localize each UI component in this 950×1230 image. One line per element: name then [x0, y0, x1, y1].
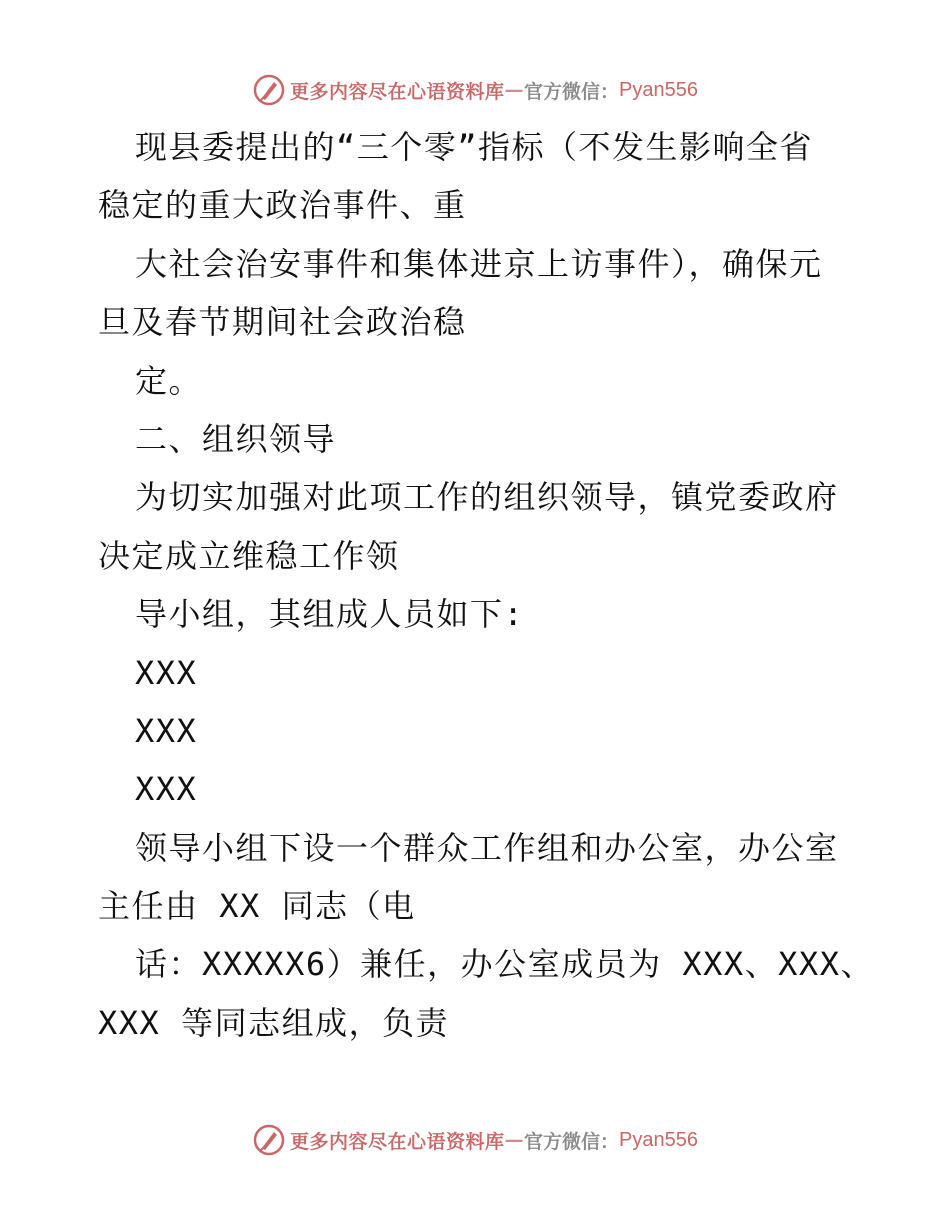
watermark-dash: — — [504, 79, 525, 101]
text-line: 主任由 XX 同志（电 — [98, 887, 416, 926]
text-line: XXX — [135, 653, 198, 692]
text-line: 导小组，其组成人员如下: — [135, 595, 525, 634]
text-line: 为切实加强对此项工作的组织领导，镇党委政府 — [135, 478, 839, 517]
text-line: 现县委提出的“三个零”指标（不发生影响全省 — [135, 128, 814, 166]
watermark-text: 更多内容尽在心语资料库 — [290, 1130, 505, 1153]
text-line: 定。 — [135, 361, 203, 400]
text-line: 二、组织领导 — [135, 419, 337, 458]
document-body — [98, 118, 874, 1052]
text-line: 决定成立维稳工作领 — [98, 536, 400, 575]
watermark-label: 官方微信： — [524, 80, 620, 103]
quill-pen-icon — [252, 73, 286, 107]
watermark-id: Pyan556 — [619, 78, 698, 101]
watermark-text: 更多内容尽在心语资料库 — [290, 80, 505, 103]
header-watermark — [0, 70, 950, 110]
watermark-dash: — — [504, 1129, 525, 1151]
text-line: 领导小组下设一个群众工作组和办公室，办公室 — [135, 828, 839, 867]
text-line: 话：XXXXX6）兼任，办公室成员为 XXX、XXX、 — [135, 945, 874, 984]
quill-pen-icon — [252, 1123, 286, 1157]
text-line: 稳定的重大政治事件、重 — [98, 186, 467, 225]
text-line: 大社会治安事件和集体进京上访事件），确保元 — [135, 244, 823, 283]
footer-watermark — [0, 1120, 950, 1160]
text-line: 旦及春节期间社会政治稳 — [98, 303, 467, 342]
watermark-label: 官方微信： — [524, 1130, 620, 1153]
text-line: XXX 等同志组成，负责 — [98, 1003, 450, 1042]
text-line: XXX — [135, 711, 198, 750]
text-line: XXX — [135, 770, 198, 809]
watermark-id: Pyan556 — [619, 1128, 698, 1151]
